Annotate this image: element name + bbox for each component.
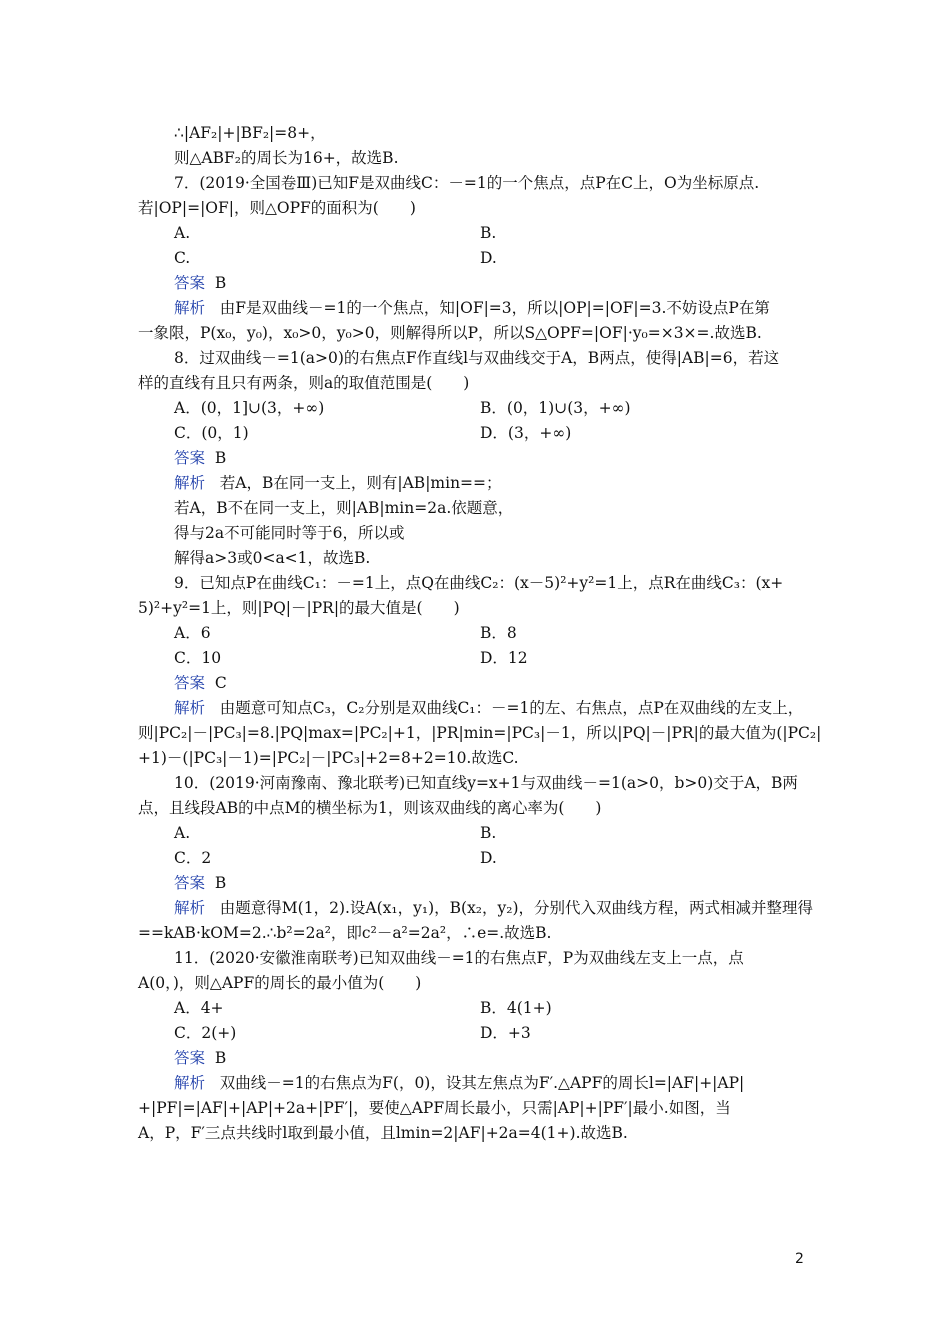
text-line: A(0，)，则△APF的周长的最小值为( ) [138, 974, 422, 992]
text-line: 若|OP|=|OF|，则△OPF的面积为( ) [138, 199, 416, 217]
analysis-line [174, 296, 854, 321]
answer-value: B [214, 449, 227, 467]
text-line: 则△ABF₂的周长为16+，故选B. [174, 149, 399, 167]
question-7: 7．(2019·全国卷Ⅲ)已知F是双曲线C：－=1的一个焦点，点P在C上，O为坐标原点. [174, 174, 760, 192]
option-row [174, 1021, 854, 1046]
option-d: D. [480, 249, 497, 267]
analysis-text: 由题意可知点C₃，C₂分别是双曲线C₁：－=1的左、右焦点，点P在双曲线的左支上， [219, 699, 804, 717]
analysis-text: 由题意得M(1，2).设A(x₁，y₁)，B(x₂，y₂)，分别代入双曲线方程，两式相减并整理得 [219, 899, 814, 917]
text-line: 若A，B不在同一支上，则|AB|min=2a.依题意， [174, 499, 514, 517]
option-d: D．+3 [480, 1024, 531, 1042]
option-b: B. [480, 824, 497, 842]
answer-line [174, 1046, 854, 1071]
option-row [174, 246, 854, 271]
analysis-text: 由F是双曲线－=1的一个焦点，知|OF|=3，所以|OP|=|OF|=3.不妨设点P在第 [219, 299, 770, 317]
answer-label: 答案 [174, 674, 206, 692]
answer-value: B [214, 1049, 227, 1067]
answer-label: 答案 [174, 274, 206, 292]
question-11: 11．(2020·安徽淮南联考)已知双曲线－=1的右焦点F，P为双曲线左支上一点，点 [174, 949, 744, 967]
option-a: A．4+ [174, 999, 224, 1017]
option-c: C．2(+) [174, 1024, 237, 1042]
answer-line [174, 871, 854, 896]
text-line: A，P，F′三点共线时l取到最小值，且lmin=2|AF|+2a=4(1+).故选B. [138, 1124, 628, 1142]
option-row [174, 996, 854, 1021]
answer-value: B [214, 274, 227, 292]
option-d: D. [480, 849, 497, 867]
analysis-line [174, 896, 854, 921]
page-number: 2 [795, 1251, 804, 1267]
text-line: ∴|AF₂|+|BF₂|=8+， [174, 124, 326, 142]
text-line: 解得a>3或0<a<1，故选B. [174, 549, 371, 567]
analysis-line [174, 1071, 854, 1096]
option-row [174, 621, 854, 646]
answer-value: B [214, 874, 227, 892]
option-b: B. [480, 224, 497, 242]
analysis-line [174, 471, 854, 496]
analysis-text: 双曲线－=1的右焦点为F(，0)，设其左焦点为F′.△APF的周长l=|AF|+|AP| [219, 1074, 745, 1092]
option-row [174, 821, 854, 846]
analysis-label: 解析 [174, 899, 206, 917]
analysis-line [174, 696, 854, 721]
option-d: D．12 [480, 649, 528, 667]
analysis-label: 解析 [174, 699, 206, 717]
question-9: 9．已知点P在曲线C₁：－=1上，点Q在曲线C₂：(x－5)²+y²=1上，点R在曲线C₃：(x+ [174, 574, 784, 592]
option-b: B．4(1+) [480, 999, 552, 1017]
option-b: B．8 [480, 624, 517, 642]
text-line: 则|PC₂|－|PC₃|=8.|PQ|max=|PC₂|+1，|PR|min=|PC₃|－1，所以|PQ|－|PR|的最大值为(|PC₂| [138, 724, 822, 742]
option-a: A．6 [174, 624, 211, 642]
answer-label: 答案 [174, 874, 206, 892]
option-c: C．2 [174, 849, 212, 867]
text-line: 5)²+y²=1上，则|PQ|－|PR|的最大值是( ) [138, 599, 460, 617]
option-c: C．10 [174, 649, 222, 667]
text-line: 一象限，P(x₀，y₀)，x₀>0，y₀>0，则解得所以P，所以S△OPF=|OF|·y₀=×3×=.故选B. [138, 324, 762, 342]
option-row [174, 221, 854, 246]
question-8: 8．过双曲线－=1(a>0)的右焦点F作直线l与双曲线交于A，B两点，使得|AB|=6，若这 [174, 349, 780, 367]
option-row [174, 646, 854, 671]
text-line: +1)－(|PC₃|－1)=|PC₂|－|PC₃|+2=8+2=10.故选C. [138, 749, 519, 767]
text-line: 得与2a不可能同时等于6，所以或 [174, 524, 405, 542]
option-a: A. [174, 824, 191, 842]
option-row [174, 396, 854, 421]
answer-label: 答案 [174, 449, 206, 467]
text-line: 样的直线有且只有两条，则a的取值范围是( ) [138, 374, 470, 392]
answer-label: 答案 [174, 1049, 206, 1067]
option-row [174, 421, 854, 446]
question-10: 10．(2019·河南豫南、豫北联考)已知直线y=x+1与双曲线－=1(a>0，b>0)交于A，B两 [174, 774, 798, 792]
option-a: A. [174, 224, 191, 242]
option-row [174, 846, 854, 871]
answer-line [174, 671, 854, 696]
answer-value: C [214, 674, 227, 692]
option-d: D．(3，+∞) [480, 424, 572, 442]
text-line: +|PF|=|AF|+|AP|+2a+|PF′|，要使△APF周长最小，只需|AP|+|PF′|最小.如图，当 [138, 1099, 731, 1117]
option-c: C．(0，1) [174, 424, 249, 442]
answer-line [174, 271, 854, 296]
answer-line [174, 446, 854, 471]
text-line: 点，且线段AB的中点M的横坐标为1，则该双曲线的离心率为( ) [138, 799, 602, 817]
analysis-label: 解析 [174, 1074, 206, 1092]
analysis-text: 若A，B在同一支上，则有|AB|min==； [219, 474, 502, 492]
text-line: ==kAB·kOM=2.∴b²=2a²，即c²－a²=2a²，∴e=.故选B. [138, 924, 552, 942]
option-b: B．(0，1)∪(3，+∞) [480, 399, 631, 417]
option-a: A．(0，1]∪(3，+∞) [174, 399, 325, 417]
option-c: C. [174, 249, 191, 267]
analysis-label: 解析 [174, 474, 206, 492]
analysis-label: 解析 [174, 299, 206, 317]
